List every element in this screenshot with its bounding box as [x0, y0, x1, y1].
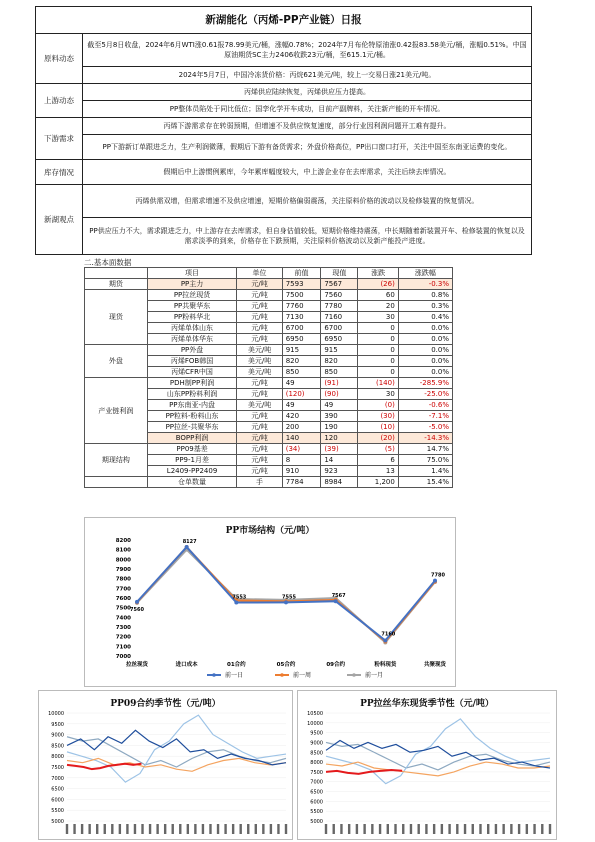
cell-chg: 0 [358, 334, 398, 345]
y-tick-label: 5000 [51, 819, 64, 825]
y-tick-label: 9500 [310, 730, 323, 737]
cell-pct: -0.6% [398, 400, 452, 411]
x-tick-label: 01合约 [227, 662, 246, 668]
group-label: 期现结构 [85, 444, 148, 477]
cell-unit: 元/吨 [237, 433, 282, 444]
chart-title: PP市场结构（元/吨） [225, 526, 315, 536]
cell-unit: 美元/吨 [237, 367, 282, 378]
cell-unit: 元/吨 [237, 422, 282, 433]
cell-cur: 7160 [321, 312, 358, 323]
x-tick-mark [433, 824, 435, 834]
x-tick-label: 拉丝现货 [125, 662, 149, 668]
chart-title: PP拉丝华东现货季节性（元/吨） [360, 699, 494, 709]
y-tick-label: 7600 [115, 596, 131, 602]
data-label: 7567 [331, 593, 346, 600]
x-tick-mark [456, 824, 458, 834]
cell-item: PDH制PP利润 [147, 378, 237, 389]
report-row [36, 118, 531, 160]
legend-marker [352, 673, 356, 677]
cell-item: PP粉料华北 [147, 312, 237, 323]
row-text: 丙烯供应陆续恢复，丙烯供应压力提高。 [83, 84, 531, 101]
cell-chg: 20 [358, 301, 398, 312]
cell-cur: 8984 [321, 477, 358, 488]
y-tick-label: 7000 [51, 775, 64, 782]
cell-pct: 0.0% [398, 367, 452, 378]
cell-cur: 923 [321, 466, 358, 477]
x-tick-mark [472, 824, 474, 834]
cell-cur: 850 [321, 367, 358, 378]
legend-label: 前一月 [365, 672, 384, 679]
cell-chg: 0 [358, 356, 398, 367]
y-tick-label: 8000 [115, 557, 131, 564]
cell-prev: 915 [282, 345, 321, 356]
legend-marker [280, 673, 284, 677]
cell-prev: 6950 [282, 334, 321, 345]
x-tick-mark [247, 824, 249, 834]
cell-pct: -25.0% [398, 389, 452, 400]
row-label: 下游需求 [36, 118, 83, 159]
cell-prev: 820 [282, 356, 321, 367]
y-tick-label: 6500 [310, 789, 323, 796]
cell-unit: 元/吨 [237, 279, 282, 290]
cell-cur: (90) [321, 389, 358, 400]
x-tick-mark [232, 824, 234, 834]
table-row [85, 345, 453, 356]
x-tick-mark [526, 824, 528, 834]
y-tick-label: 8000 [310, 760, 323, 767]
cell-pct: 15.4% [398, 477, 452, 488]
x-tick-mark [239, 824, 241, 834]
cell-chg: 60 [358, 290, 398, 301]
x-tick-mark [371, 824, 373, 834]
x-tick-mark [533, 824, 535, 834]
cell-prev: 7500 [282, 290, 321, 301]
cell-unit: 元/吨 [237, 312, 282, 323]
y-tick-label: 7500 [51, 765, 64, 771]
x-tick-mark [285, 824, 287, 834]
header-blank [85, 268, 148, 279]
y-tick-label: 8100 [115, 547, 131, 554]
cell-unit: 元/吨 [237, 323, 282, 334]
legend-label: 前一周 [293, 672, 312, 679]
cell-item: 仓单数量 [147, 477, 237, 488]
x-tick-mark [510, 824, 512, 834]
data-point [135, 600, 139, 604]
x-tick-mark [425, 824, 427, 834]
cell-prev: (34) [282, 444, 321, 455]
x-tick-mark [224, 824, 226, 834]
y-tick-label: 7400 [115, 615, 131, 622]
cell-item: 丙烯单体山东 [147, 323, 237, 334]
basic-data-table [84, 267, 453, 488]
column-header: 单位 [237, 268, 282, 279]
x-tick-mark [111, 824, 113, 834]
cell-unit: 元/吨 [237, 290, 282, 301]
row-text: 丙烯供需双增，但需求增速不及供应增速，短期价格偏弱震荡，关注原料价格的波动以及检修装置的恢复情况。 [83, 185, 531, 218]
cell-item: PP09基差 [147, 444, 237, 455]
x-tick-mark [502, 824, 504, 834]
cell-item: PP共聚华东 [147, 301, 237, 312]
cell-pct: 0.4% [398, 312, 452, 323]
cell-unit: 元/吨 [237, 389, 282, 400]
cell-pct: 0.0% [398, 323, 452, 334]
y-tick-label: 7000 [115, 654, 131, 660]
report-row [36, 160, 531, 185]
x-tick-mark [172, 824, 174, 834]
cell-unit: 元/吨 [237, 444, 282, 455]
column-header: 项目 [147, 268, 237, 279]
cell-unit: 美元/吨 [237, 400, 282, 411]
data-label: 7780 [431, 572, 445, 579]
data-point [433, 579, 437, 583]
x-tick-label: 09合约 [326, 662, 345, 668]
group-label: 现货 [85, 290, 148, 345]
x-tick-mark [126, 824, 128, 834]
cell-item: PP外盘 [147, 345, 237, 356]
x-tick-mark [348, 824, 350, 834]
x-tick-label: 进口成本 [175, 662, 198, 668]
cell-pct: 0.0% [398, 356, 452, 367]
data-point [383, 639, 387, 643]
row-text: PP下游新订单跟进乏力，生产利润微薄，假期后下游有备货需求；外盘价格高位，PP出口窗口打开，关注中国至东南亚运费的变化。 [102, 143, 512, 151]
y-tick-label: 8200 [115, 538, 131, 544]
cell-item: PP拉丝现货 [147, 290, 237, 301]
y-tick-label: 10500 [307, 711, 323, 717]
x-tick-mark [394, 824, 396, 834]
cell-unit: 元/吨 [237, 466, 282, 477]
cell-pct: -7.1% [398, 411, 452, 422]
y-tick-label: 8000 [51, 754, 64, 761]
x-tick-label: 05合约 [276, 662, 296, 668]
cell-prev: 140 [282, 433, 321, 444]
cell-item: PP9-1月差 [147, 455, 237, 466]
cell-prev: 8 [282, 455, 321, 466]
cell-cur: 190 [321, 422, 358, 433]
cell-prev: 49 [282, 378, 321, 389]
table-row [85, 279, 453, 290]
cell-chg: 0 [358, 323, 398, 334]
row-label: 上游动态 [36, 84, 83, 117]
y-tick-label: 6500 [51, 786, 64, 793]
cell-unit: 元/吨 [237, 334, 282, 345]
pp09-seasonal-chart [38, 690, 293, 840]
x-tick-mark [277, 824, 279, 834]
x-tick-mark [379, 824, 381, 834]
data-label: 8127 [182, 539, 197, 546]
cell-chg: 30 [358, 389, 398, 400]
x-tick-label: 粉料现货 [374, 662, 397, 668]
x-tick-mark [495, 824, 497, 834]
y-tick-label: 7000 [310, 779, 323, 786]
data-label: 7160 [381, 631, 396, 638]
cell-cur: (39) [321, 444, 358, 455]
y-tick-label: 10000 [307, 720, 323, 727]
y-tick-label: 7800 [115, 576, 131, 583]
cell-item: PP粒料-粉料山东 [147, 411, 237, 422]
cell-chg: 13 [358, 466, 398, 477]
x-tick-mark [141, 824, 143, 834]
report-row [36, 185, 531, 254]
report-title: 新湖能化（丙烯-PP产业链）日报 [36, 7, 531, 34]
basic-section-title: 二.基本面数据 [84, 258, 132, 267]
pp-spot-seasonal-svg [298, 691, 556, 839]
x-tick-mark [262, 824, 264, 834]
data-point [284, 600, 288, 604]
report-row [36, 84, 531, 118]
x-tick-mark [66, 824, 68, 834]
cell-cur: 7567 [321, 279, 358, 290]
cell-prev: 850 [282, 367, 321, 378]
y-tick-label: 7300 [115, 625, 131, 631]
column-header: 涨跌幅 [398, 268, 452, 279]
series-line [67, 715, 286, 782]
data-label: 7553 [232, 594, 247, 601]
x-tick-mark [549, 824, 551, 834]
y-tick-label: 6000 [51, 797, 64, 804]
y-tick-label: 7700 [115, 586, 131, 593]
x-tick-mark [73, 824, 75, 834]
cell-item: 丙烯FOB韩国 [147, 356, 237, 367]
cell-item: PP东南亚-内盘 [147, 400, 237, 411]
x-tick-mark [356, 824, 358, 834]
market-structure-svg [85, 518, 455, 686]
x-tick-mark [333, 824, 335, 834]
x-tick-mark [479, 824, 481, 834]
x-tick-mark [164, 824, 166, 834]
x-tick-mark [464, 824, 466, 834]
cell-chg: (5) [358, 444, 398, 455]
cell-item: 山东PP粉料利润 [147, 389, 237, 400]
row-label: 原料动态 [36, 34, 83, 83]
cell-item: L2409-PP2409 [147, 466, 237, 477]
cell-item: 丙烯单体华东 [147, 334, 237, 345]
row-text: 2024年5月7日，中国冷冻货价格：丙烷621美元/吨，较上一交易日涨21美元/吨。 [178, 71, 436, 79]
group-label: 期货 [85, 279, 148, 290]
y-tick-label: 6000 [310, 799, 323, 806]
x-tick-mark [217, 824, 219, 834]
cell-unit: 手 [237, 477, 282, 488]
cell-pct: 0.3% [398, 301, 452, 312]
cell-cur: 7780 [321, 301, 358, 312]
cell-pct: 0.8% [398, 290, 452, 301]
x-tick-mark [119, 824, 121, 834]
y-tick-label: 5500 [51, 808, 64, 815]
cell-unit: 元/吨 [237, 411, 282, 422]
x-tick-mark [156, 824, 158, 834]
cell-cur: 6700 [321, 323, 358, 334]
y-tick-label: 5500 [310, 809, 323, 816]
y-tick-label: 8500 [51, 743, 64, 750]
cell-chg: 0 [358, 367, 398, 378]
cell-cur: 390 [321, 411, 358, 422]
y-tick-label: 7500 [115, 605, 131, 612]
x-tick-mark [134, 824, 136, 834]
group-label: 产业链利润 [85, 378, 148, 444]
cell-cur: 14 [321, 455, 358, 466]
x-tick-mark [441, 824, 443, 834]
cell-chg: (20) [358, 433, 398, 444]
x-tick-mark [410, 824, 412, 834]
x-tick-mark [325, 824, 327, 834]
x-tick-mark [179, 824, 181, 834]
x-tick-label: 共聚现货 [423, 662, 447, 668]
cell-pct: 1.4% [398, 466, 452, 477]
cell-prev: 6700 [282, 323, 321, 334]
x-tick-mark [149, 824, 151, 834]
cell-cur: 6950 [321, 334, 358, 345]
data-point [334, 599, 338, 603]
x-tick-mark [96, 824, 98, 834]
cell-unit: 美元/吨 [237, 345, 282, 356]
cell-cur: 120 [321, 433, 358, 444]
x-tick-mark [209, 824, 211, 834]
x-tick-mark [255, 824, 257, 834]
cell-prev: 7130 [282, 312, 321, 323]
x-tick-mark [202, 824, 204, 834]
x-tick-mark [187, 824, 189, 834]
x-tick-mark [363, 824, 365, 834]
cell-prev: 7784 [282, 477, 321, 488]
cell-unit: 元/吨 [237, 378, 282, 389]
cell-pct: 14.7% [398, 444, 452, 455]
row-text: 假期后中上游惯例累库，今年累库幅度较大，中上游企业存在去库需求，关注后续去库情况。 [163, 168, 451, 176]
cell-unit: 元/吨 [237, 455, 282, 466]
data-label: 7560 [130, 606, 144, 613]
cell-prev: (120) [282, 389, 321, 400]
cell-chg: 0 [358, 345, 398, 356]
x-tick-mark [417, 824, 419, 834]
cell-chg: 30 [358, 312, 398, 323]
row-text: PP整体员陷处于同比低位；国孪化学开车成功，目前产副牌料，关注新产能的开车情况。 [169, 105, 445, 113]
chart-title: PP09合约季节性（元/吨） [110, 699, 221, 709]
cell-chg: 1,200 [358, 477, 398, 488]
x-tick-mark [88, 824, 90, 834]
cell-unit: 美元/吨 [237, 356, 282, 367]
data-point [234, 601, 238, 605]
y-tick-label: 5000 [310, 819, 323, 825]
group-label [85, 477, 148, 488]
x-tick-mark [487, 824, 489, 834]
report-sheet [35, 6, 532, 255]
x-tick-mark [81, 824, 83, 834]
cell-item: 丙烯CFR中国 [147, 367, 237, 378]
row-text: PP供应压力不大，需求跟进乏力，中上游存在去库需求，但自身估值较低，短期价格维持震荡，中长期随着新装置开车、检修装置的恢复以及需求淡季的到来，价格存在下跌预期，关注原料价格波动以及新产能投产进度。 [89, 227, 525, 245]
y-tick-label: 7500 [310, 769, 323, 776]
cell-cur: 49 [321, 400, 358, 411]
y-tick-label: 10000 [48, 711, 64, 717]
cell-prev: 200 [282, 422, 321, 433]
x-tick-mark [387, 824, 389, 834]
cell-pct: -14.3% [398, 433, 452, 444]
cell-chg: (10) [358, 422, 398, 433]
cell-prev: 420 [282, 411, 321, 422]
cell-pct: -285.9% [398, 378, 452, 389]
row-label: 新湖观点 [36, 185, 83, 254]
row-label: 库存情况 [36, 160, 83, 184]
legend-label: 前一日 [225, 672, 244, 679]
cell-chg: (30) [358, 411, 398, 422]
x-tick-mark [270, 824, 272, 834]
cell-pct: -0.3% [398, 279, 452, 290]
data-point [185, 545, 189, 549]
row-text: 丙烯下游需求存在转弱预期，但增速不及供应恢复速度，部分行业因利润问题开工难有提升。 [83, 118, 531, 135]
cell-unit: 元/吨 [237, 301, 282, 312]
cell-pct: 75.0% [398, 455, 452, 466]
x-tick-mark [402, 824, 404, 834]
cell-chg: (140) [358, 378, 398, 389]
cell-pct: 0.0% [398, 345, 452, 356]
x-tick-mark [340, 824, 342, 834]
y-tick-label: 9000 [310, 740, 323, 747]
y-tick-label: 8500 [310, 750, 323, 757]
y-tick-label: 7200 [115, 634, 131, 641]
table-row [85, 290, 453, 301]
cell-pct: -5.0% [398, 422, 452, 433]
column-header: 现值 [321, 268, 358, 279]
y-tick-label: 7900 [115, 567, 131, 573]
cell-chg: 6 [358, 455, 398, 466]
cell-chg: (26) [358, 279, 398, 290]
pp09-seasonal-svg [39, 691, 292, 839]
group-label: 外盘 [85, 345, 148, 378]
y-tick-label: 9000 [51, 732, 64, 739]
report-row [36, 34, 531, 84]
x-tick-mark [541, 824, 543, 834]
cell-cur: (91) [321, 378, 358, 389]
column-header: 前值 [282, 268, 321, 279]
table-row [85, 477, 453, 488]
cell-item: BOPP利润 [147, 433, 237, 444]
legend-marker [212, 673, 216, 677]
cell-chg: (0) [358, 400, 398, 411]
cell-prev: 910 [282, 466, 321, 477]
y-tick-label: 9500 [51, 721, 64, 728]
x-tick-mark [194, 824, 196, 834]
pp-spot-seasonal-chart [297, 690, 557, 840]
table-row [85, 378, 453, 389]
x-tick-mark [518, 824, 520, 834]
cell-item: PP主力 [147, 279, 237, 290]
x-tick-mark [448, 824, 450, 834]
data-label: 7555 [282, 594, 296, 601]
cell-cur: 915 [321, 345, 358, 356]
cell-pct: 0.0% [398, 334, 452, 345]
cell-item: PP拉丝-共聚华东 [147, 422, 237, 433]
cell-prev: 7593 [282, 279, 321, 290]
row-text: 截至5月8日收盘，2024年6月WTI涨0.61报78.99美元/桶，涨幅0.78%；2024年7月布伦特原油涨0.42报83.58美元/桶，涨幅0.51%。中国原油期货SC主力2406收跌23元/桶，至615.1元/桶。 [83, 34, 531, 67]
x-tick-mark [104, 824, 106, 834]
column-header: 涨跌 [358, 268, 398, 279]
table-row [85, 444, 453, 455]
cell-cur: 820 [321, 356, 358, 367]
cell-prev: 49 [282, 400, 321, 411]
y-tick-label: 7100 [115, 644, 131, 651]
market-structure-chart [84, 517, 456, 687]
cell-cur: 7560 [321, 290, 358, 301]
cell-prev: 7760 [282, 301, 321, 312]
